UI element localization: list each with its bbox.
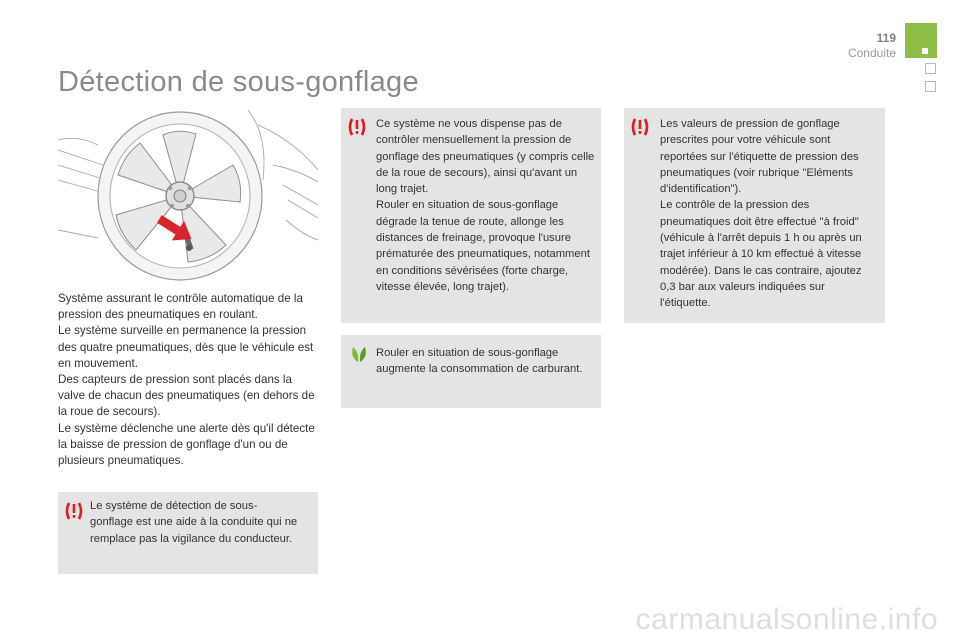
intro-text	[58, 291, 320, 469]
note-eco	[341, 335, 601, 408]
page-title: Détection de sous-gonflage	[58, 66, 419, 98]
warning-icon	[64, 502, 84, 520]
note-assistance	[58, 492, 318, 574]
note-paragraph: Ce système ne vous dispense pas de contrôler mensuellement la pression de gonflage des pneumatiques (y compris celle de la roue de secours), ainsi qu'avant un long trajet.	[376, 118, 595, 196]
section-name: Conduite	[847, 46, 896, 60]
tab-marker	[922, 48, 928, 54]
note-pressure-values-text	[660, 116, 878, 312]
tyre-valve-illustration	[58, 110, 318, 282]
intro-paragraph: Des capteurs de pression sont placés dans la valve de chacun des pneumatiques (en dehors de la roue de secours).	[58, 373, 315, 419]
note-paragraph: Le contrôle de la pression des pneumatiques doit être effectué "à froid" (véhicule à l'arrêt depuis 1 h ou après un trajet inférieur à 10 km effectué à vitesse modérée). Dans le cas contraire, ajoutez 0,3 bar aux valeurs indiquées sur l'étiquette.	[660, 199, 862, 310]
watermark: carmanualsonline.info	[635, 603, 938, 636]
page-number: 119	[876, 31, 896, 45]
intro-paragraph: Le système déclenche une alerte dès qu'il détecte la baisse de pression de gonflage d'un ou de plusieurs pneumatiques.	[58, 421, 315, 468]
section-tab[interactable]	[925, 63, 936, 74]
eco-leaf-icon	[349, 345, 369, 363]
section-tab[interactable]	[925, 81, 936, 92]
note-paragraph: Les valeurs de pression de gonflage prescrites pour votre véhicule sont reportées sur l'étiquette de pression des pneumatiques (voir rubrique "Eléments d'identification").	[660, 118, 859, 196]
warning-icon	[630, 118, 650, 136]
section-tab-active[interactable]	[905, 23, 937, 58]
intro-paragraph: Le système surveille en permanence la pression des quatre pneumatiques, dès que le véhicule est en mouvement.	[58, 324, 314, 370]
note-monthly-check-text	[376, 116, 596, 295]
note-paragraph: Rouler en situation de sous-gonflage dégrade la tenue de route, allonge les distances de freinage, provoque l'usure prématurée des pneumatiques, notamment en conditions sévérisées (forte charge, vitesse élevée, long trajet).	[376, 199, 590, 293]
intro-paragraph: Système assurant le contrôle automatique de la pression des pneumatiques en roulant.	[58, 292, 303, 322]
warning-icon	[347, 118, 367, 136]
note-monthly-check	[341, 108, 601, 323]
note-eco-text: Rouler en situation de sous-gonflage augmente la consommation de carburant.	[376, 347, 583, 376]
note-pressure-values	[624, 108, 885, 323]
note-assistance-text: Le système de détection de sous-gonflage est une aide à la conduite qui ne remplace pas la vigilance du conducteur.	[90, 500, 298, 545]
